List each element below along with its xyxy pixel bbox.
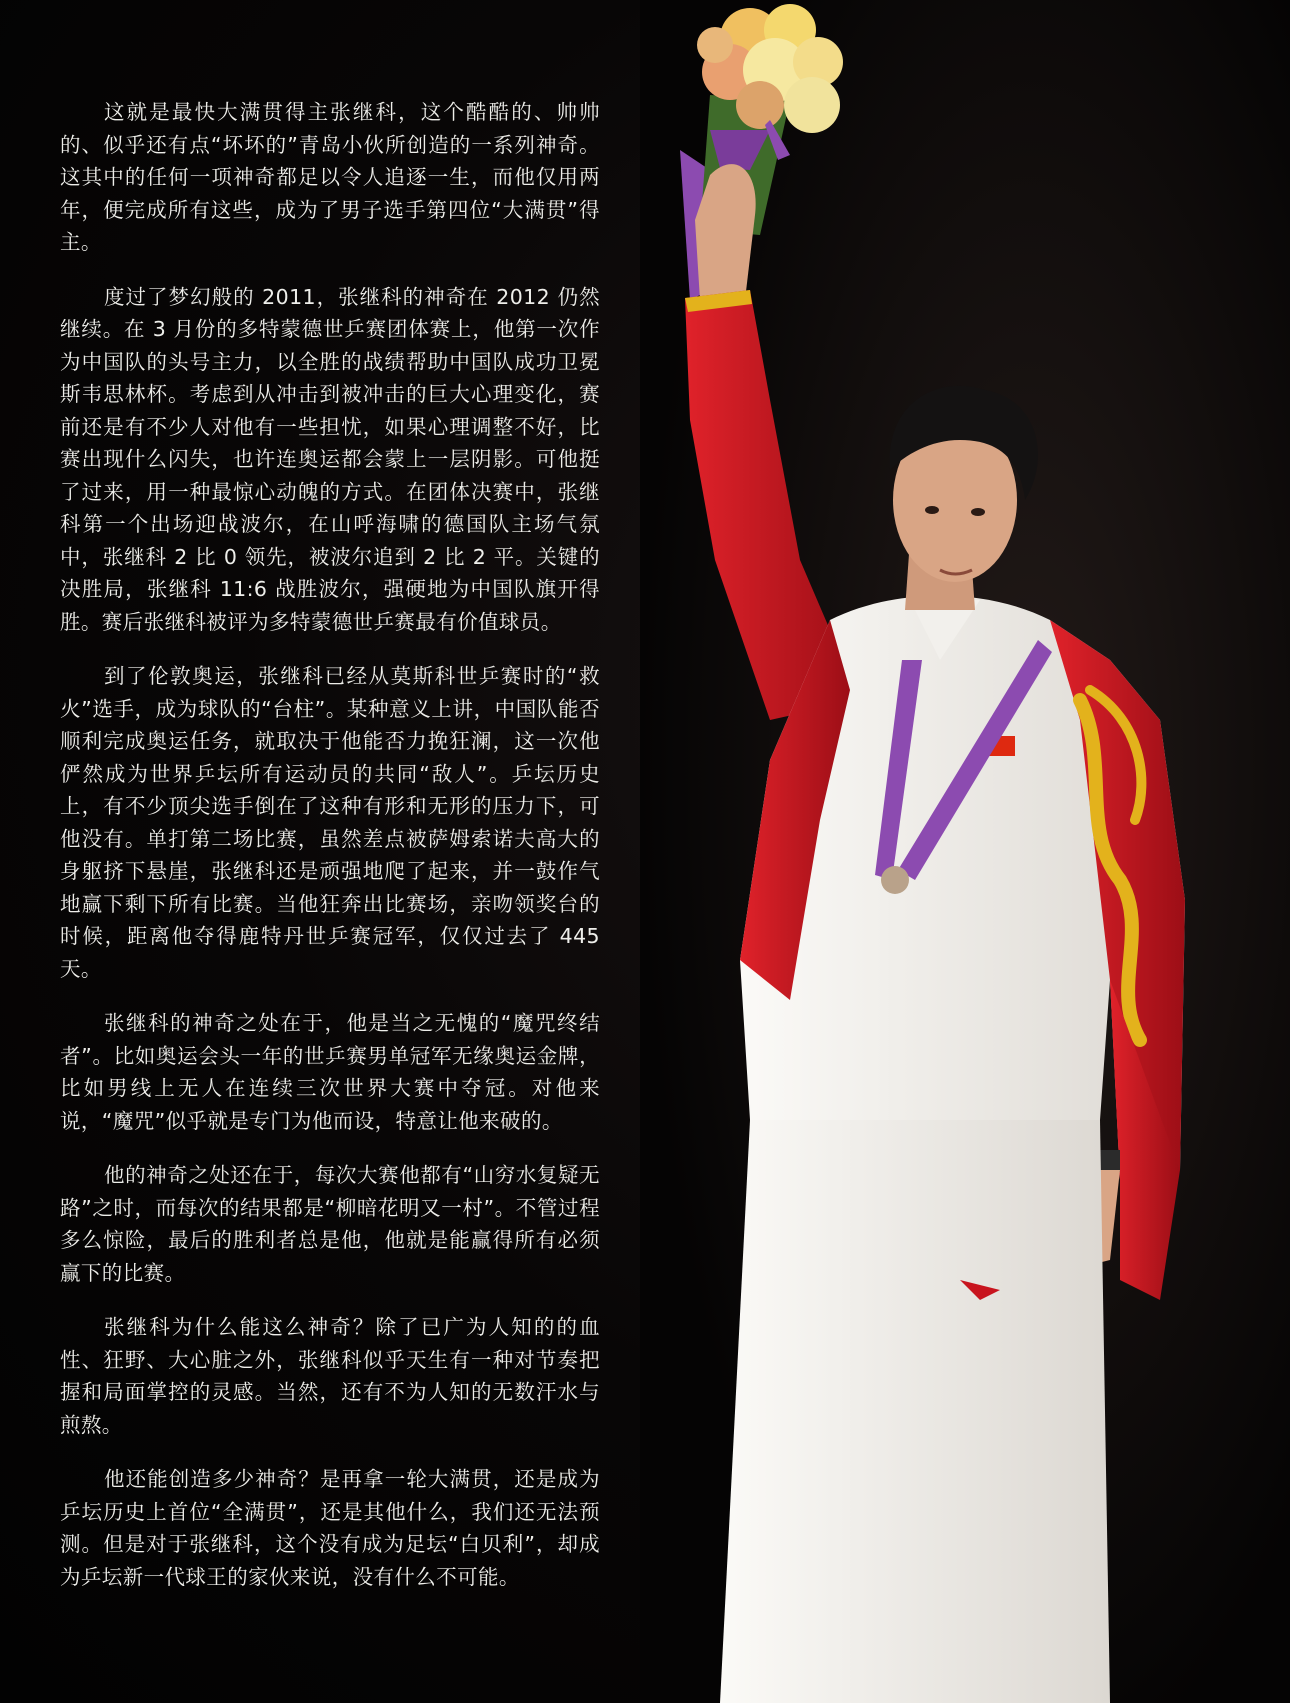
paragraph-4: 张继科的神奇之处在于，他是当之无愧的“魔咒终结者”。比如奥运会头一年的世乒赛男单冠军无缘奥运金牌，比如男线上无人在连续三次世界大赛中夺冠。对他来说，“魔咒”似乎就是专门为他而设，特意让他来破的。 [60, 1011, 600, 1133]
paragraph-5: 他的神奇之处还在于，每次大赛他都有“山穷水复疑无路”之时，而每次的结果都是“柳暗花明又一村”。不管过程多么惊险，最后的胜利者总是他，他就是能赢得所有必须赢下的比赛。 [60, 1163, 600, 1285]
paragraph-2: 度过了梦幻般的 2011，张继科的神奇在 2012 仍然继续。在 3 月份的多特蒙德世乒赛团体赛上，他第一次作为中国队的头号主力，以全胜的战绩帮助中国队成功卫冕斯韦思林杯。考虑到从冲击到被冲击的巨大心理变化，赛前还是有不少人对他有一些担忧，如果心理调整不好，比赛出现什么闪失，也许连奥运都会蒙上一层阴影。可他挺了过来，用一种最惊心动魄的方式。在团体决赛中，张继科第一个出场迎战波尔，在山呼海啸的德国队主场气氛中，张继科 2 比 0 领先，被波尔追到 2 比 2 平。关键的决胜局，张继科 11:6 战胜波尔，强硬地为中国队旗开得胜。赛后张继科被评为多特蒙德世乒赛最有价值球员。 [60, 284, 600, 634]
paragraph-6: 张继科为什么能这么神奇？除了已广为人知的的血性、狂野、大心脏之外，张继科似乎天生有一种对节奏把握和局面掌控的灵感。当然，还有不为人知的无数汗水与煎熬。 [60, 1315, 600, 1437]
athlete-photo [640, 0, 1290, 1703]
paragraph-1: 这就是最快大满贯得主张继科，这个酷酷的、帅帅的、似乎还有点“坏坏的”青岛小伙所创造的一系列神奇。这其中的任何一项神奇都足以令人追逐一生，而他仅用两年，便完成所有这些，成为了男子选手第四位“大满贯”得主。 [60, 100, 600, 254]
article-text [60, 96, 600, 1615]
athlete-illustration [640, 0, 1290, 1703]
paragraph-3: 到了伦敦奥运，张继科已经从莫斯科世乒赛时的“救火”选手，成为球队的“台柱”。某种意义上讲，中国队能否顺利完成奥运任务，就取决于他能否力挽狂澜，这一次他俨然成为世界乒坛所有运动员的共同“敌人”。乒坛历史上，有不少顶尖选手倒在了这种有形和无形的压力下，可他没有。单打第二场比赛，虽然差点被萨姆索诺夫高大的身躯挤下悬崖，张继科还是顽强地爬了起来，并一鼓作气地赢下剩下所有比赛。当他狂奔出比赛场，亲吻领奖台的时候，距离他夺得鹿特丹世乒赛冠军，仅仅过去了 445 天。 [60, 664, 600, 981]
trousers [720, 1120, 1110, 1703]
paragraph-7: 他还能创造多少神奇？是再拿一轮大满贯，还是成为乒坛历史上首位“全满贯”，还是其他什么，我们还无法预测。但是对于张继科，这个没有成为足坛“白贝利”，却成为乒坛新一代球王的家伙来说，没有什么不可能。 [60, 1467, 600, 1589]
